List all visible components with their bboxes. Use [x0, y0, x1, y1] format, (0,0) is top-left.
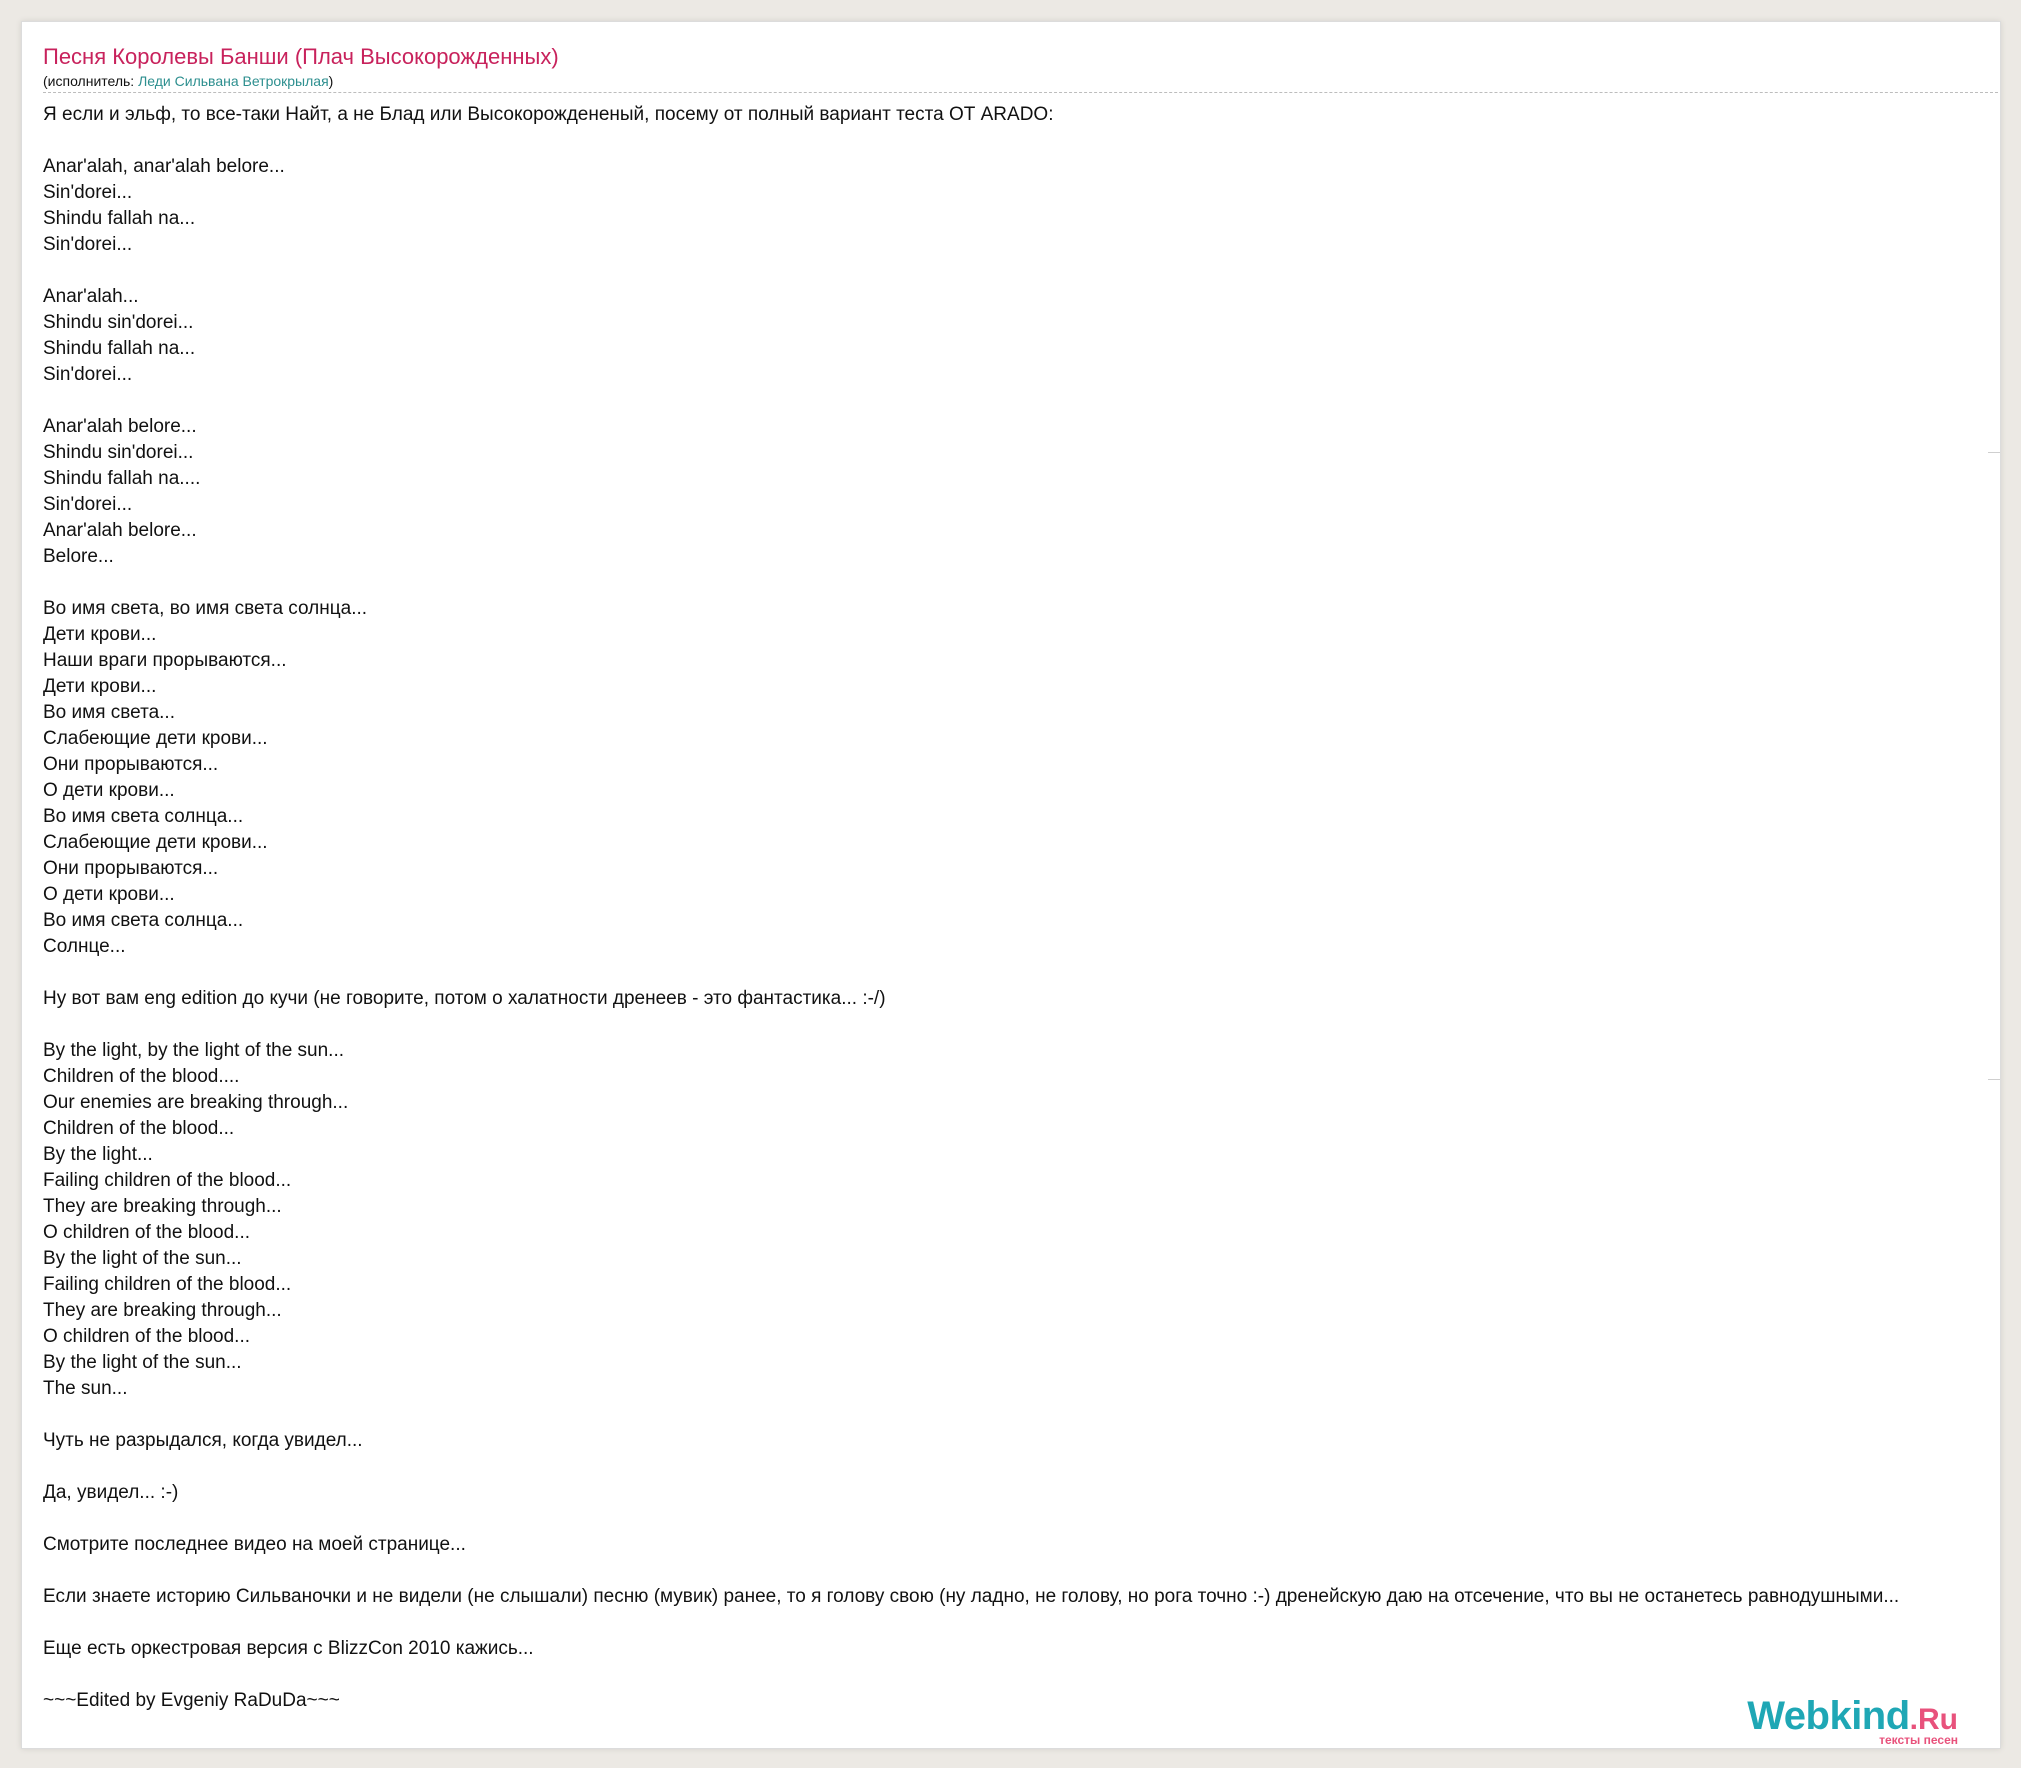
- lyrics-line: Failing children of the blood...: [43, 1170, 292, 1191]
- lyrics-line: By the light of the sun...: [43, 1352, 242, 1373]
- logo-wordmark: Webkind: [1747, 1694, 1910, 1738]
- song-title: Песня Королевы Банши (Плач Высокорожденных): [43, 44, 559, 69]
- lyrics-line: Смотрите последнее видео на моей странице...: [43, 1534, 466, 1555]
- content-page: [21, 21, 2001, 1749]
- lyrics-line: Anar'alah, anar'alah belore...: [43, 156, 285, 177]
- lyrics-line: Children of the blood...: [43, 1118, 235, 1139]
- lyrics-line: By the light...: [43, 1144, 153, 1165]
- edge-mark: [1988, 452, 2000, 453]
- lyrics-line: О дети крови...: [43, 780, 175, 801]
- lyrics-line: Belore...: [43, 546, 114, 567]
- lyrics-line: Our enemies are breaking through...: [43, 1092, 349, 1113]
- lyrics-line: Sin'dorei...: [43, 182, 133, 203]
- lyrics-line: Anar'alah...: [43, 286, 139, 307]
- logo-tagline: тексты песен: [1879, 1733, 1958, 1747]
- lyrics-line: Если знаете историю Сильваночки и не видели (не слышали) песню (мувик) ранее, то я голову свою (ну ладно, не голову, но рога точно :-) дренейскую даю на отсечение, что вы не останетесь равнодушными...: [43, 1586, 1900, 1607]
- lyrics-line: Failing children of the blood...: [43, 1274, 292, 1295]
- lyrics-line: Слабеющие дети крови...: [43, 728, 268, 749]
- lyrics-line: By the light of the sun...: [43, 1248, 242, 1269]
- lyrics-line: Чуть не разрыдался, когда увидел...: [43, 1430, 363, 1451]
- performer-suffix: ): [328, 73, 334, 89]
- lyrics-line: Shindu sin'dorei...: [43, 312, 194, 333]
- lyrics-line: ~~~Edited by Evgeniy RaDuDa~~~: [43, 1690, 340, 1711]
- logo-domain: .Ru: [1909, 1703, 1958, 1736]
- lyrics-line: Sin'dorei...: [43, 234, 133, 255]
- lyrics-line: Ну вот вам eng edition до кучи (не говорите, потом о халатности дренеев - это фантастика... :-/): [43, 988, 886, 1009]
- lyrics-text: [43, 102, 2001, 1714]
- lyrics-line: Anar'alah belore...: [43, 416, 197, 437]
- lyrics-line: Да, увидел... :-): [43, 1482, 179, 1503]
- site-logo[interactable]: [1747, 1694, 1958, 1747]
- lyrics-line: By the light, by the light of the sun...: [43, 1040, 345, 1061]
- lyrics-line: О дети крови...: [43, 884, 175, 905]
- lyrics-line: Дети крови...: [43, 624, 157, 645]
- lyrics-line: Shindu fallah na...: [43, 338, 196, 359]
- performer-line: [43, 72, 2001, 90]
- lyrics-line: Еще есть оркестровая версия с BlizzCon 2010 кажись...: [43, 1638, 534, 1659]
- lyrics-line: Они прорываются...: [43, 754, 219, 775]
- lyrics-line: Во имя света...: [43, 702, 175, 723]
- lyrics-line: Shindu fallah na...: [43, 208, 196, 229]
- lyrics-line: Они прорываются...: [43, 858, 219, 879]
- lyrics-line: Во имя света солнца...: [43, 910, 244, 931]
- lyrics-line: O children of the blood...: [43, 1222, 251, 1243]
- lyrics-line: They are breaking through...: [43, 1300, 282, 1321]
- lyrics-line: Shindu sin'dorei...: [43, 442, 194, 463]
- lyrics-line: Sin'dorei...: [43, 494, 133, 515]
- lyrics-line: Я если и эльф, то все-таки Найт, а не Блад или Высокорождененый, посему от полный вариант теста ОТ ARADO:: [43, 104, 1054, 125]
- lyrics-line: Shindu fallah na....: [43, 468, 201, 489]
- lyrics-line: The sun...: [43, 1378, 128, 1399]
- song-header: [43, 42, 2001, 93]
- performer-prefix: (исполнитель:: [43, 73, 139, 89]
- lyrics-line: Children of the blood....: [43, 1066, 240, 1087]
- lyrics-line: Anar'alah belore...: [43, 520, 197, 541]
- edge-mark: [1988, 1079, 2000, 1080]
- lyrics-line: Дети крови...: [43, 676, 157, 697]
- lyrics-line: Слабеющие дети крови...: [43, 832, 268, 853]
- lyrics-line: Во имя света солнца...: [43, 806, 244, 827]
- lyrics-line: Солнце...: [43, 936, 126, 957]
- lyrics-line: O children of the blood...: [43, 1326, 251, 1347]
- performer-link[interactable]: Леди Сильвана Ветрокрылая: [138, 73, 329, 89]
- lyrics-line: Sin'dorei...: [43, 364, 133, 385]
- lyrics-line: They are breaking through...: [43, 1196, 282, 1217]
- lyrics-line: Во имя света, во имя света солнца...: [43, 598, 368, 619]
- lyrics-line: Наши враги прорываются...: [43, 650, 287, 671]
